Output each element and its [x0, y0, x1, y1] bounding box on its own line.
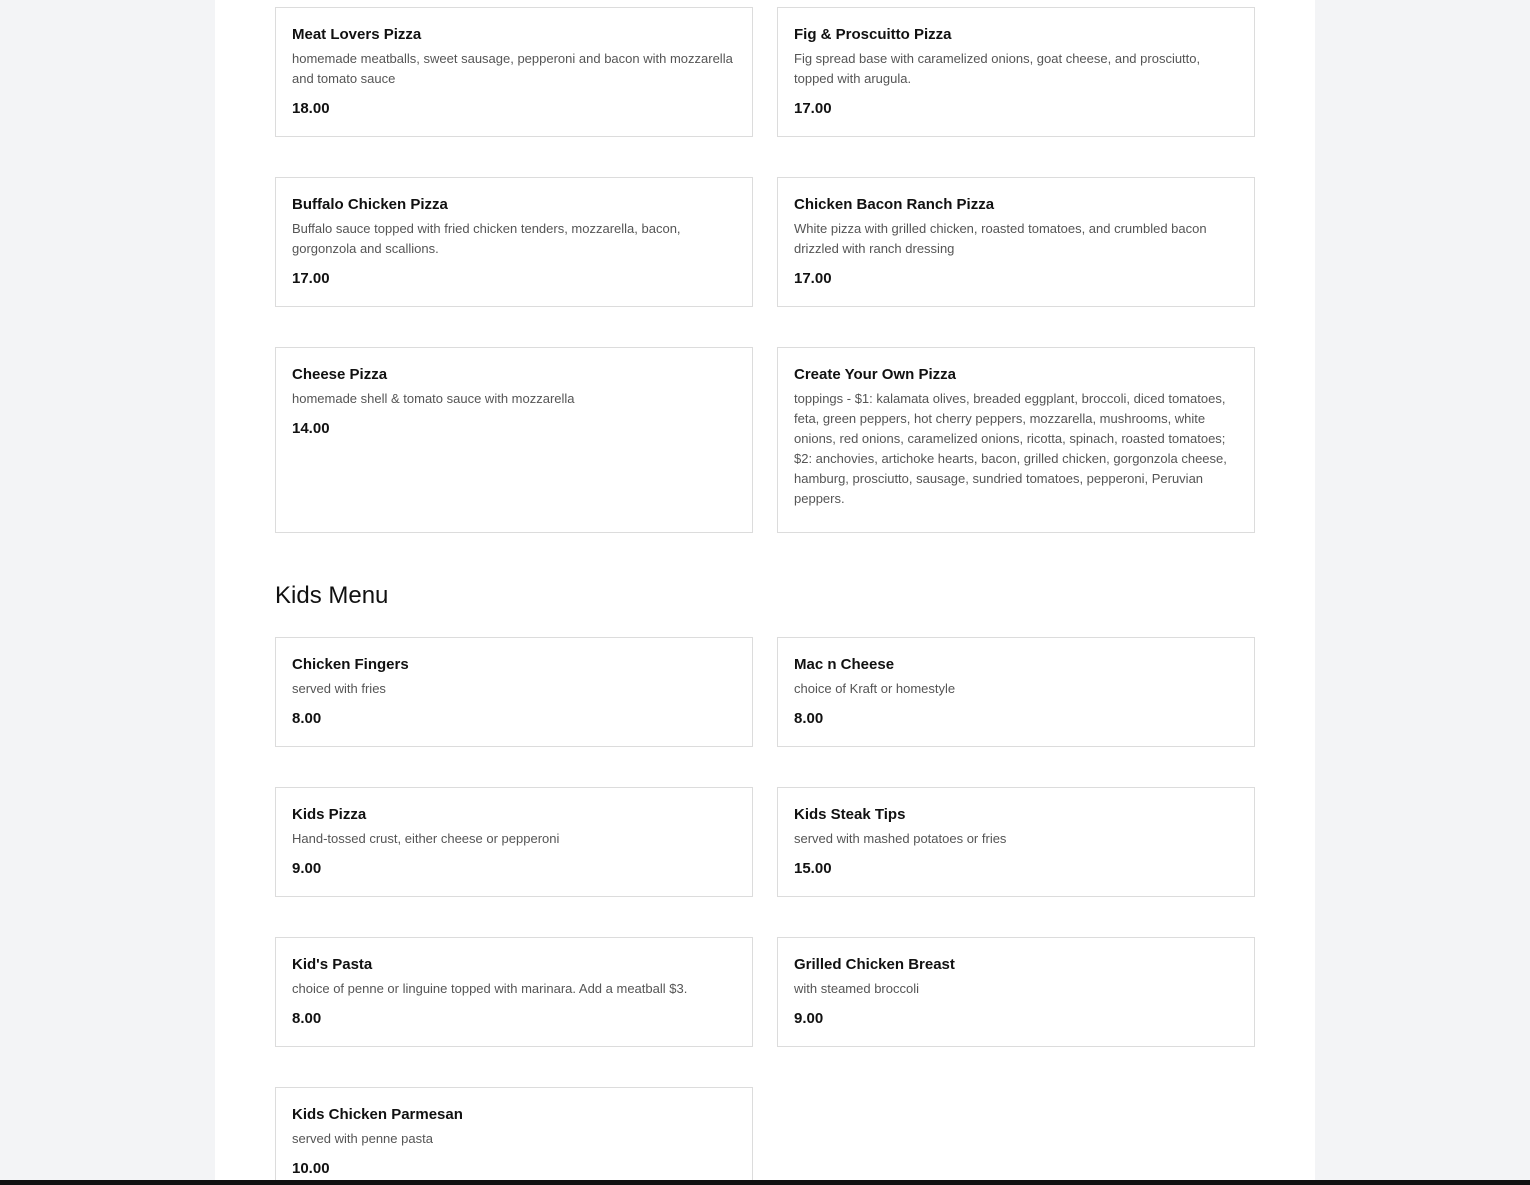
- menu-item-card[interactable]: [275, 7, 753, 137]
- menu-item-name: Kids Chicken Parmesan: [292, 1106, 463, 1123]
- menu-item-description: Fig spread base with caramelized onions, goat cheese, and prosciutto, topped with arugula.: [794, 51, 1201, 86]
- menu-item-price: 18.00: [292, 100, 330, 117]
- menu-item-description: served with mashed potatoes or fries: [794, 831, 1007, 846]
- menu-item-description: with steamed broccoli: [794, 981, 919, 996]
- menu-item-description: served with fries: [292, 681, 386, 696]
- menu-item-card[interactable]: [275, 177, 753, 307]
- bottom-bar: [0, 1180, 1530, 1185]
- menu-item-name: Chicken Fingers: [292, 656, 409, 673]
- menu-item-name: Kid's Pasta: [292, 956, 373, 973]
- menu-item-price: 10.00: [292, 1160, 330, 1177]
- menu-item-card[interactable]: [777, 787, 1255, 897]
- menu-item-description: Hand-tossed crust, either cheese or pepperoni: [292, 831, 560, 846]
- menu-item-name: Meat Lovers Pizza: [292, 26, 422, 43]
- menu-item-card[interactable]: [275, 937, 753, 1047]
- menu-item-price: 8.00: [292, 710, 322, 727]
- menu-item-name: Mac n Cheese: [794, 656, 895, 673]
- menu-item-price: 17.00: [794, 270, 832, 287]
- section-title-kids-menu: Kids Menu: [275, 582, 389, 609]
- menu-item-price: 17.00: [292, 270, 330, 287]
- menu-item-card[interactable]: [777, 637, 1255, 747]
- menu-item-name: Grilled Chicken Breast: [794, 956, 955, 973]
- menu-item-card[interactable]: [777, 177, 1255, 307]
- menu-item-description: homemade shell & tomato sauce with mozzarella: [292, 391, 575, 406]
- menu-item-price: 8.00: [794, 710, 824, 727]
- menu-item-description: homemade meatballs, sweet sausage, pepperoni and bacon with mozzarella and tomato sauce: [292, 51, 733, 86]
- menu-item-name: Cheese Pizza: [292, 366, 388, 383]
- menu-item-price: 17.00: [794, 100, 832, 117]
- menu-item-description: Buffalo sauce topped with fried chicken tenders, mozzarella, bacon, gorgonzola and scallions.: [292, 221, 681, 256]
- menu-item-card[interactable]: [777, 347, 1255, 533]
- menu-item-name: Create Your Own Pizza: [794, 366, 956, 383]
- menu-item-card[interactable]: [275, 1087, 753, 1185]
- menu-item-name: Buffalo Chicken Pizza: [292, 196, 448, 213]
- menu-item-name: Kids Pizza: [292, 806, 367, 823]
- menu-item-description: choice of Kraft or homestyle: [794, 681, 956, 696]
- menu-item-card[interactable]: [777, 7, 1255, 137]
- menu-item-description: White pizza with grilled chicken, roasted tomatoes, and crumbled bacon drizzled with ranch dressing: [794, 221, 1207, 256]
- menu-item-description: choice of penne or linguine topped with marinara. Add a meatball $3.: [292, 981, 688, 996]
- menu-item-description: served with penne pasta: [292, 1131, 433, 1146]
- menu-item-price: 14.00: [292, 420, 330, 437]
- menu-item-name: Kids Steak Tips: [794, 806, 906, 823]
- menu-item-price: 15.00: [794, 860, 832, 877]
- menu-item-price: 9.00: [794, 1010, 824, 1027]
- menu-item-name: Chicken Bacon Ranch Pizza: [794, 196, 995, 213]
- menu-item-price: 9.00: [292, 860, 322, 877]
- menu-item-description: toppings - $1: kalamata olives, breaded eggplant, broccoli, diced tomatoes, feta, green peppers, hot cherry peppers, mozzarella, mushrooms, white onions, red onions, caramelized onions, ricotta, spinach, roasted tomatoes; $2: anchovies, artichoke hearts, bacon, grilled chicken, gorgonzola cheese, hamburg, prosciutto, sausage, sundried tomatoes, pepperoni, Peruvian peppers.: [794, 391, 1227, 506]
- menu-item-card[interactable]: [777, 937, 1255, 1047]
- menu-item-card[interactable]: [275, 347, 753, 533]
- menu-item-card[interactable]: [275, 637, 753, 747]
- menu-item-name: Fig & Proscuitto Pizza: [794, 26, 952, 43]
- menu-item-price: 8.00: [292, 1010, 322, 1027]
- menu-item-card[interactable]: [275, 787, 753, 897]
